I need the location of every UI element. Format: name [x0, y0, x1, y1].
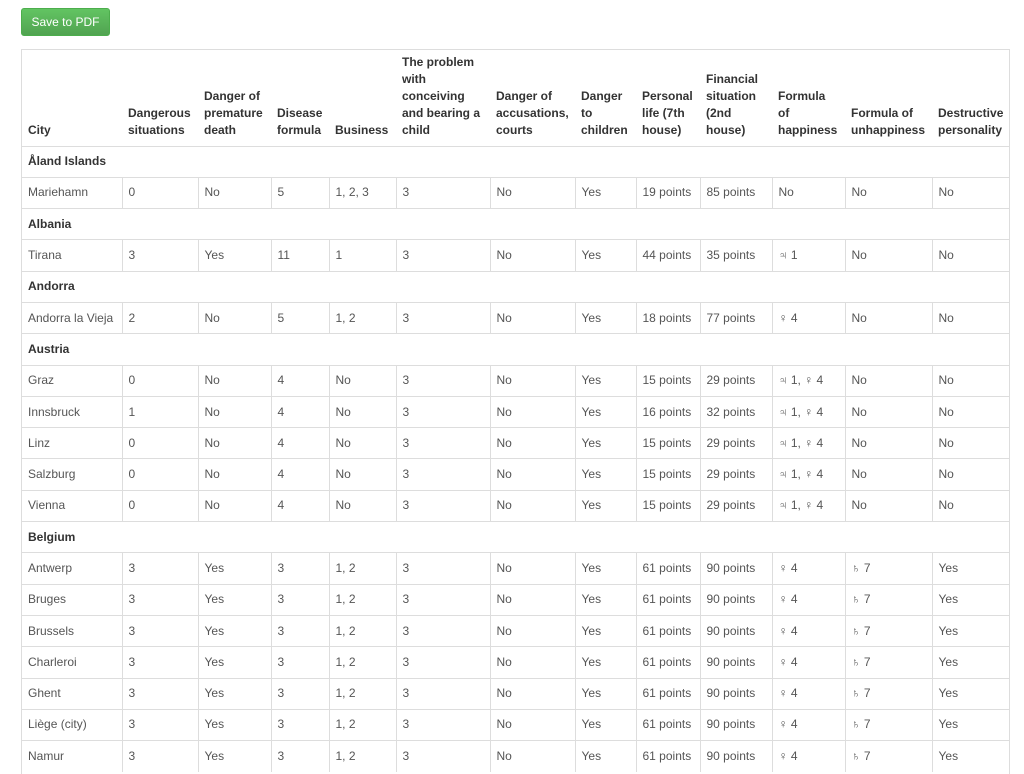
cell-happiness: ♃ 1 [772, 240, 845, 271]
column-header-child-problem: The problem with conceiving and bearing a child [402, 54, 481, 137]
cell-personal: 61 points [636, 647, 700, 678]
cell-children: Yes [575, 647, 636, 678]
cell-dangerous: 3 [122, 240, 198, 271]
cell-unhappiness: ♄ 7 [845, 584, 932, 615]
table-row [22, 240, 1010, 271]
column-header-happiness: Formula of happiness [778, 88, 838, 137]
cell-unhappiness: ♄ 7 [845, 647, 932, 678]
cell-financial: 29 points [700, 459, 772, 490]
table-row [22, 615, 1010, 646]
cell-business: No [329, 396, 396, 427]
cell-disease: 3 [271, 647, 329, 678]
cell-happiness: ♃ 1, ♀ 4 [772, 365, 845, 396]
cell-happiness: ♀ 4 [772, 647, 845, 678]
cell-happiness: ♃ 1, ♀ 4 [772, 459, 845, 490]
table-row [22, 741, 1010, 772]
cell-happiness: ♀ 4 [772, 584, 845, 615]
cell-death: No [198, 302, 271, 333]
cell-personal: 61 points [636, 553, 700, 584]
column-header-children: Danger to children [581, 88, 628, 137]
cell-destructive: Yes [932, 709, 1010, 740]
cell-child-problem: 3 [396, 302, 490, 333]
cell-happiness: ♃ 1, ♀ 4 [772, 396, 845, 427]
cell-city: Namur [22, 741, 122, 772]
cell-city: Andorra la Vieja [22, 302, 122, 333]
cities-table [22, 50, 1010, 772]
cell-personal: 15 points [636, 459, 700, 490]
cell-personal: 18 points [636, 302, 700, 333]
cell-destructive: Yes [932, 678, 1010, 709]
country-group-row [22, 522, 1010, 553]
cell-destructive: No [932, 302, 1010, 333]
cell-happiness: No [772, 177, 845, 208]
cell-accusations: No [490, 553, 575, 584]
cell-city: Bruges [22, 584, 122, 615]
cell-children: Yes [575, 584, 636, 615]
cell-dangerous: 0 [122, 490, 198, 521]
cell-children: Yes [575, 240, 636, 271]
cell-disease: 11 [271, 240, 329, 271]
cell-city: Vienna [22, 490, 122, 521]
cell-financial: 85 points [700, 177, 772, 208]
cell-happiness: ♀ 4 [772, 678, 845, 709]
cell-city: Mariehamn [22, 177, 122, 208]
cities-table-container [21, 49, 1010, 774]
cell-death: No [198, 428, 271, 459]
cell-unhappiness: No [845, 177, 932, 208]
cell-dangerous: 3 [122, 553, 198, 584]
cell-unhappiness: ♄ 7 [845, 678, 932, 709]
cell-financial: 90 points [700, 553, 772, 584]
cell-dangerous: 3 [122, 678, 198, 709]
cell-child-problem: 3 [396, 396, 490, 427]
cell-unhappiness: No [845, 428, 932, 459]
cell-city: Liège (city) [22, 709, 122, 740]
cell-accusations: No [490, 396, 575, 427]
cell-personal: 61 points [636, 584, 700, 615]
cell-city: Charleroi [22, 647, 122, 678]
cell-financial: 29 points [700, 428, 772, 459]
cell-death: Yes [198, 678, 271, 709]
cell-death: No [198, 365, 271, 396]
cell-city: Antwerp [22, 553, 122, 584]
cell-accusations: No [490, 709, 575, 740]
cell-business: 1, 2, 3 [329, 177, 396, 208]
cell-personal: 19 points [636, 177, 700, 208]
cell-unhappiness: ♄ 7 [845, 553, 932, 584]
cell-financial: 77 points [700, 302, 772, 333]
cell-city: Graz [22, 365, 122, 396]
cell-financial: 90 points [700, 647, 772, 678]
cell-personal: 15 points [636, 365, 700, 396]
cell-death: No [198, 490, 271, 521]
country-name: Albania [22, 209, 1010, 240]
cell-child-problem: 3 [396, 584, 490, 615]
cell-financial: 90 points [700, 584, 772, 615]
cell-child-problem: 3 [396, 741, 490, 772]
column-header-dangerous: Dangerous situations [128, 105, 191, 137]
column-header-unhappiness: Formula of unhappiness [851, 105, 926, 137]
cell-financial: 29 points [700, 365, 772, 396]
cell-city: Innsbruck [22, 396, 122, 427]
cell-child-problem: 3 [396, 709, 490, 740]
cell-children: Yes [575, 177, 636, 208]
cell-disease: 3 [271, 584, 329, 615]
cell-children: Yes [575, 428, 636, 459]
cell-happiness: ♃ 1, ♀ 4 [772, 428, 845, 459]
cell-dangerous: 1 [122, 396, 198, 427]
cell-happiness: ♃ 1, ♀ 4 [772, 490, 845, 521]
cell-business: No [329, 490, 396, 521]
cell-financial: 29 points [700, 490, 772, 521]
table-row [22, 647, 1010, 678]
save-to-pdf-button[interactable]: Save to PDF [21, 8, 110, 36]
cell-child-problem: 3 [396, 553, 490, 584]
country-group-row [22, 271, 1010, 302]
cell-unhappiness: No [845, 490, 932, 521]
cell-disease: 3 [271, 741, 329, 772]
cell-death: Yes [198, 647, 271, 678]
cell-personal: 15 points [636, 428, 700, 459]
column-header-disease: Disease formula [277, 105, 323, 137]
cell-children: Yes [575, 365, 636, 396]
cell-death: No [198, 396, 271, 427]
cell-financial: 35 points [700, 240, 772, 271]
cell-happiness: ♀ 4 [772, 553, 845, 584]
cell-financial: 90 points [700, 709, 772, 740]
cell-business: 1, 2 [329, 741, 396, 772]
cell-child-problem: 3 [396, 615, 490, 646]
cell-city: Ghent [22, 678, 122, 709]
table-row [22, 302, 1010, 333]
cell-unhappiness: No [845, 459, 932, 490]
cell-children: Yes [575, 396, 636, 427]
cell-children: Yes [575, 741, 636, 772]
cell-children: Yes [575, 553, 636, 584]
cell-happiness: ♀ 4 [772, 302, 845, 333]
cell-destructive: Yes [932, 647, 1010, 678]
cell-accusations: No [490, 490, 575, 521]
cell-dangerous: 0 [122, 428, 198, 459]
cell-business: 1, 2 [329, 647, 396, 678]
table-body [22, 146, 1010, 772]
cell-death: Yes [198, 553, 271, 584]
cell-business: 1, 2 [329, 553, 396, 584]
cell-dangerous: 3 [122, 741, 198, 772]
cell-child-problem: 3 [396, 678, 490, 709]
table-row [22, 490, 1010, 521]
cell-destructive: No [932, 459, 1010, 490]
cell-child-problem: 3 [396, 365, 490, 396]
cell-death: Yes [198, 615, 271, 646]
cell-destructive: Yes [932, 741, 1010, 772]
cell-disease: 5 [271, 177, 329, 208]
cell-business: 1 [329, 240, 396, 271]
cell-child-problem: 3 [396, 459, 490, 490]
cell-business: No [329, 365, 396, 396]
cell-death: Yes [198, 741, 271, 772]
cell-disease: 3 [271, 709, 329, 740]
table-row [22, 396, 1010, 427]
cell-disease: 3 [271, 678, 329, 709]
cell-accusations: No [490, 584, 575, 615]
column-header-death: Danger of premature death [204, 88, 263, 137]
cell-financial: 90 points [700, 741, 772, 772]
cell-dangerous: 3 [122, 615, 198, 646]
cell-personal: 16 points [636, 396, 700, 427]
cell-child-problem: 3 [396, 428, 490, 459]
cell-dangerous: 0 [122, 177, 198, 208]
cell-disease: 3 [271, 553, 329, 584]
cell-destructive: No [932, 240, 1010, 271]
column-header-personal: Personal life (7th house) [642, 88, 693, 137]
cell-accusations: No [490, 459, 575, 490]
cell-dangerous: 3 [122, 647, 198, 678]
table-row [22, 428, 1010, 459]
column-header-city: City [28, 122, 51, 137]
table-row [22, 459, 1010, 490]
cell-dangerous: 0 [122, 365, 198, 396]
cell-unhappiness: ♄ 7 [845, 615, 932, 646]
cell-disease: 4 [271, 396, 329, 427]
cell-dangerous: 2 [122, 302, 198, 333]
cell-child-problem: 3 [396, 177, 490, 208]
column-header-financial: Financial situation (2nd house) [706, 71, 759, 137]
table-row [22, 709, 1010, 740]
cell-children: Yes [575, 302, 636, 333]
cell-disease: 4 [271, 490, 329, 521]
country-group-row [22, 146, 1010, 177]
cell-accusations: No [490, 240, 575, 271]
table-row [22, 365, 1010, 396]
cell-destructive: No [932, 365, 1010, 396]
cell-destructive: Yes [932, 615, 1010, 646]
cell-destructive: No [932, 177, 1010, 208]
cell-accusations: No [490, 428, 575, 459]
table-row [22, 678, 1010, 709]
cell-city: Salzburg [22, 459, 122, 490]
cell-death: Yes [198, 709, 271, 740]
cell-personal: 61 points [636, 678, 700, 709]
cell-children: Yes [575, 678, 636, 709]
cell-business: 1, 2 [329, 584, 396, 615]
cell-personal: 61 points [636, 741, 700, 772]
cell-disease: 3 [271, 615, 329, 646]
cell-business: No [329, 428, 396, 459]
table-header-row [22, 50, 1010, 146]
cell-accusations: No [490, 302, 575, 333]
cell-unhappiness: No [845, 365, 932, 396]
table-row [22, 584, 1010, 615]
country-group-row [22, 334, 1010, 365]
cell-death: No [198, 177, 271, 208]
cell-disease: 4 [271, 459, 329, 490]
cell-destructive: No [932, 490, 1010, 521]
cell-dangerous: 0 [122, 459, 198, 490]
cell-happiness: ♀ 4 [772, 615, 845, 646]
cell-child-problem: 3 [396, 647, 490, 678]
cell-accusations: No [490, 647, 575, 678]
cell-unhappiness: No [845, 302, 932, 333]
cell-financial: 90 points [700, 678, 772, 709]
column-header-business: Business [335, 122, 389, 137]
cell-financial: 32 points [700, 396, 772, 427]
cell-dangerous: 3 [122, 709, 198, 740]
cell-disease: 4 [271, 365, 329, 396]
cell-destructive: Yes [932, 584, 1010, 615]
column-header-accusations: Danger of accusations, courts [496, 88, 569, 137]
cell-child-problem: 3 [396, 240, 490, 271]
cell-accusations: No [490, 365, 575, 396]
cell-dangerous: 3 [122, 584, 198, 615]
cell-business: 1, 2 [329, 615, 396, 646]
cell-city: Brussels [22, 615, 122, 646]
cell-accusations: No [490, 678, 575, 709]
cell-unhappiness: ♄ 7 [845, 709, 932, 740]
cell-city: Linz [22, 428, 122, 459]
column-header-destructive: Destructive personality [938, 105, 1004, 137]
cell-business: 1, 2 [329, 709, 396, 740]
cell-accusations: No [490, 177, 575, 208]
cell-disease: 5 [271, 302, 329, 333]
cell-children: Yes [575, 615, 636, 646]
country-name: Belgium [22, 522, 1010, 553]
cell-destructive: No [932, 396, 1010, 427]
cell-children: Yes [575, 459, 636, 490]
cell-child-problem: 3 [396, 490, 490, 521]
cell-happiness: ♀ 4 [772, 709, 845, 740]
cell-happiness: ♀ 4 [772, 741, 845, 772]
cell-city: Tirana [22, 240, 122, 271]
cell-destructive: No [932, 428, 1010, 459]
country-name: Austria [22, 334, 1010, 365]
table-row [22, 553, 1010, 584]
cell-children: Yes [575, 490, 636, 521]
cell-financial: 90 points [700, 615, 772, 646]
cell-business: 1, 2 [329, 678, 396, 709]
cell-death: Yes [198, 584, 271, 615]
cell-children: Yes [575, 709, 636, 740]
cell-business: 1, 2 [329, 302, 396, 333]
country-name: Andorra [22, 271, 1010, 302]
cell-accusations: No [490, 615, 575, 646]
cell-unhappiness: No [845, 396, 932, 427]
cell-unhappiness: No [845, 240, 932, 271]
country-group-row [22, 209, 1010, 240]
cell-unhappiness: ♄ 7 [845, 741, 932, 772]
cell-destructive: Yes [932, 553, 1010, 584]
cell-personal: 61 points [636, 709, 700, 740]
table-row [22, 177, 1010, 208]
cell-personal: 61 points [636, 615, 700, 646]
cell-personal: 44 points [636, 240, 700, 271]
cell-death: No [198, 459, 271, 490]
cell-personal: 15 points [636, 490, 700, 521]
cell-business: No [329, 459, 396, 490]
cell-death: Yes [198, 240, 271, 271]
cell-accusations: No [490, 741, 575, 772]
country-name: Åland Islands [22, 146, 1010, 177]
cell-disease: 4 [271, 428, 329, 459]
